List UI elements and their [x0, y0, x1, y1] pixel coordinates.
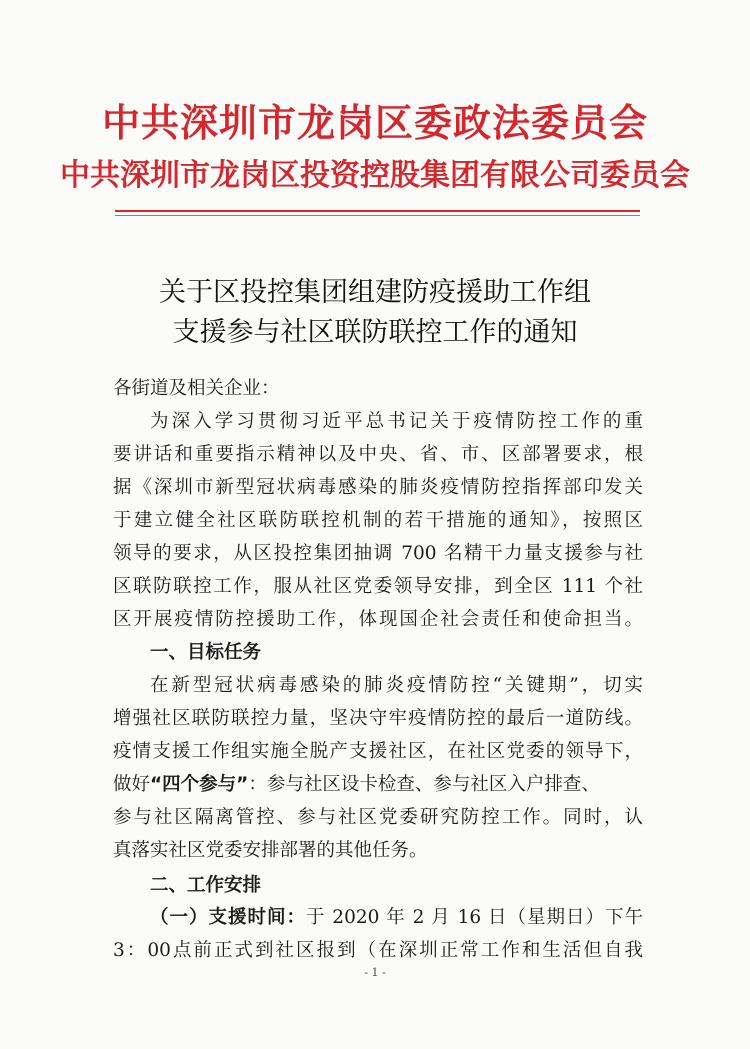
- issuing-org-1: 中共深圳市龙岗区委政法委员会: [101, 101, 648, 145]
- paragraph-line: 要讲话和重要指示精神以及中央、省、市、区部署要求，根: [113, 444, 643, 465]
- paragraph-text: ：参与社区设卡检查、参与社区入户排查、: [248, 774, 600, 795]
- section-heading: 一、目标任务: [150, 642, 262, 663]
- paragraph-line: 参与社区隔离管控、参与社区党委研究防控工作。同时，认: [113, 807, 643, 828]
- paragraph-line: 为深入学习贯彻习近平总书记关于疫情防控工作的重: [150, 411, 643, 432]
- list-item: [150, 906, 643, 930]
- emphasis-text: “四个参与”: [150, 774, 249, 795]
- paragraph-line: 疫情支援工作组实施全脱产支援社区，在社区党委的领导下，: [113, 741, 643, 762]
- red-header-rule-thin: [115, 215, 640, 216]
- issuing-org-2: 中共深圳市龙岗区投资控股集团有限公司委员会: [60, 158, 690, 193]
- document-title-line-1: 关于区投控集团组建防疫援助工作组: [159, 277, 591, 308]
- item-text: 于 2020 年 2 月 16 日（星期日）下午: [305, 907, 643, 928]
- paragraph-line: 增强社区联防联控力量，坚决守牢疫情防控的最后一道防线。: [113, 708, 643, 729]
- item-label: （一）支援时间：: [150, 907, 306, 928]
- paragraph-line: 在新型冠状病毒感染的肺炎疫情防控“关键期”，切实: [150, 675, 643, 696]
- page-number: - 1 -: [364, 966, 386, 979]
- paragraph-line: 据《深圳市新型冠状病毒感染的肺炎疫情防控指挥部印发关: [113, 477, 643, 498]
- red-header-rule: [115, 210, 640, 212]
- paragraph-line: 区开展疫情防控援助工作，体现国企社会责任和使命担当。: [113, 609, 643, 630]
- paragraph-line: 领导的要求，从区投控集团抽调 700 名精干力量支援参与社: [113, 543, 643, 564]
- paragraph-line: 3：00点前正式到社区报到（在深圳正常工作和生活但自我: [113, 940, 643, 961]
- section-heading: 二、工作安排: [150, 875, 262, 896]
- salutation: 各街道及相关企业：: [113, 378, 280, 399]
- document-title-line-2: 支援参与社区联防联控工作的通知: [172, 317, 578, 348]
- paragraph-line: 区联防联控工作，服从社区党委领导安排，到全区 111 个社: [113, 576, 643, 597]
- paragraph-line: 真落实社区党委安排部署的其他任务。: [113, 840, 428, 861]
- paragraph-text: 做好: [113, 774, 151, 795]
- paragraph-line: [113, 773, 643, 797]
- paragraph-line: 于建立健全社区联防联控机制的若干措施的通知》，按照区: [113, 510, 643, 531]
